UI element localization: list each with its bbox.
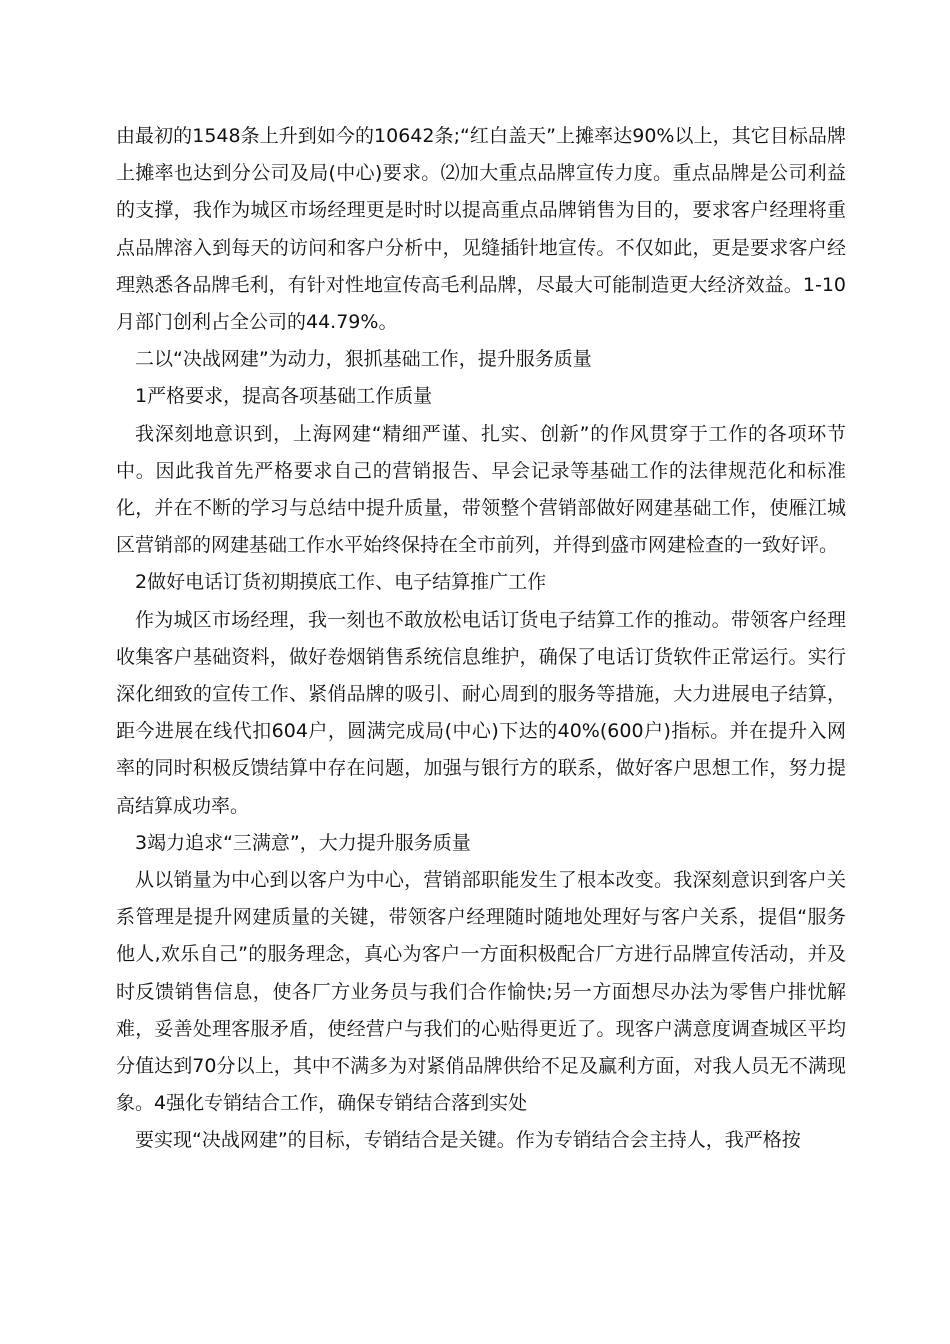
paragraph-electronic-settlement: 作为城区市场经理，我一刻也不敢放松电话订货电子结算工作的推动。带领客户经理收集客户基础资料，做好卷烟销售系统信息维护，确保了电话订货软件正常运行。实行深化细致的宣传工作、紧俏品牌的吸引、耐心周到的服务等措施，大力进展电子结算，距今进展在线代扣604户，圆满完成局(中心)下达的40%(600户)指标。并在提升入网率的同时积极反馈结算中存在问题，加强与银行方的联系，做好客户思想工作，努力提高结算成功率。 (116, 608, 846, 817)
subheading-1: 1严格要求，提高各项基础工作质量 (135, 385, 433, 408)
paragraph-basic-work: 我深刻地意识到，上海网建“精细严谨、扎实、创新”的作风贯穿于工作的各项环节中。因此我首先严格要求自己的营销报告、早会记录等基础工作的法律规范化和标准化，并在不断的学习与总结中提升质量，带领整个营销部做好网建基础工作，使雁江城区营销部的网建基础工作水平始终保持在全市前列，并得到盛市网建检查的一致好评。 (116, 422, 846, 557)
section-heading-two: 二以“决战网建”为动力，狠抓基础工作，提升服务质量 (135, 348, 592, 371)
paragraph-marketing-integration: 要实现“决战网建”的目标，专销结合是关键。作为专销结合会主持人，我严格按 (135, 1129, 801, 1152)
subheading-3: 3竭力追求“三满意”，大力提升服务质量 (135, 831, 471, 854)
document-body (116, 118, 846, 1160)
paragraph-customer-service: 从以销量为中心到以客户为中心，营销部职能发生了根本改变。我深刻意识到客户关系管理是提升网建质量的关键，带领客户经理随时随地处理好与客户关系，提倡“服务他人,欢乐自己”的服务理念，真心为客户一方面积极配合厂方进行品牌宣传活动，并及时反馈销售信息，使各厂方业务员与我们合作愉快;另一方面想尽办法为零售户排忧解难，妥善处理客服矛盾，使经营户与我们的心贴得更近了。现客户满意度调查城区平均分值达到70分以上，其中不满多为对紧俏品牌供给不足及赢利方面，对我人员无不满现象。4强化专销结合工作，确保专销结合落到实处 (116, 869, 846, 1115)
subheading-2: 2做好电话订货初期摸底工作、电子结算推广工作 (135, 571, 547, 594)
paragraph-brand-promotion: 由最初的1548条上升到如今的10642条;“红白盖天”上摊率达90%以上，其它目标品牌上摊率也达到分公司及局(中心)要求。⑵加大重点品牌宣传力度。重点品牌是公司利益的支撑，我作为城区市场经理更是时时以提高重点品牌销售为目的，要求客户经理将重点品牌溶入到每天的访问和客户分析中，见缝插针地宣传。不仅如此，更是要求客户经理熟悉各品牌毛利，有针对性地宣传高毛利品牌，尽最大可能制造更大经济效益。1-10月部门创利占全公司的44.79%。 (116, 125, 846, 334)
